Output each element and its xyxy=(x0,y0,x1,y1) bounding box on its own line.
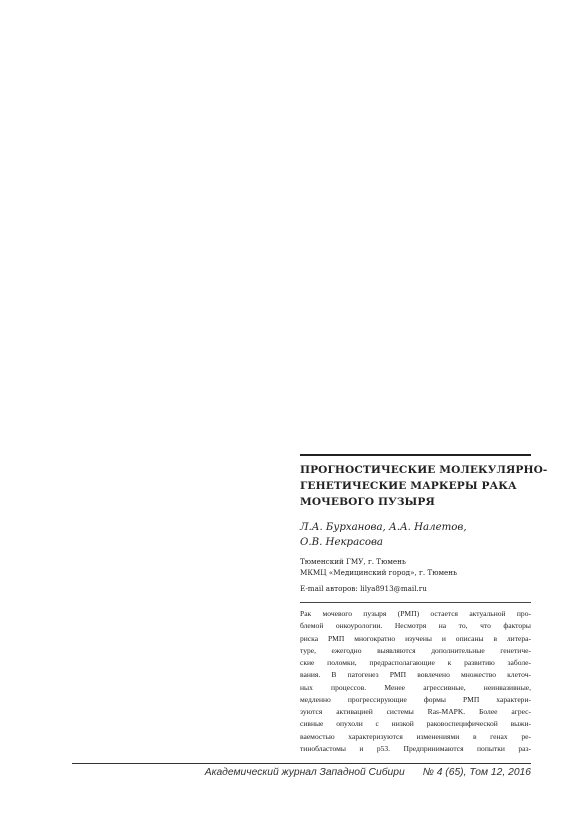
affiliation: МКМЦ «Медицинский город», г. Тюмень xyxy=(300,568,457,577)
abstract-top-rule xyxy=(300,602,531,603)
abstract-line: Рак мочевого пузыря (РМП) остается актуальной про- xyxy=(300,609,531,618)
abstract-line: вания. В патогенез РМП вовлечено множество клеточ- xyxy=(300,670,531,680)
title-line: МОЧЕВОГО ПУЗЫРЯ xyxy=(300,496,435,508)
abstract-line: ных процессов. Менее агрессивные, неинвазивные, xyxy=(300,682,531,692)
footer-rule xyxy=(72,763,531,764)
title-top-rule xyxy=(300,454,531,456)
affiliation: Тюменский ГМУ, г. Тюмень xyxy=(300,557,406,566)
abstract-line: медленно прогрессирующие формы РМП характери- xyxy=(300,694,531,704)
authors xyxy=(300,520,531,550)
article-title xyxy=(300,462,548,510)
authors-line: О.В. Некрасова xyxy=(300,537,383,548)
abstract-line: зуются активацией системы Ras-MAPK. Более агрес- xyxy=(300,707,531,716)
abstract-line: туре, ежегодно выявляются дополнительные генетиче- xyxy=(300,645,531,655)
abstract-line: риска РМП многократно изучены и описаны в литера- xyxy=(300,633,531,643)
abstract-line: блемой онкоурологии. Несмотря на то, что факторы xyxy=(300,621,531,631)
title-line: ГЕНЕТИЧЕСКИЕ МАРКЕРЫ РАКА xyxy=(300,480,517,492)
issue-info: № 4 (65), Том 12, 2016 xyxy=(422,767,531,778)
authors-line: Л.А. Бурханова, А.А. Налетов, xyxy=(300,522,467,533)
author-email: E-mail авторов: lilya8913@mail.ru xyxy=(300,584,427,593)
abstract xyxy=(300,608,531,755)
abstract-line: тинобластомы и p53. Предпринимаются попытки раз- xyxy=(300,743,531,753)
abstract-line: сивные опухоли с низкой раковоспецифической выжи- xyxy=(300,719,531,729)
page-footer xyxy=(72,767,531,778)
title-line: ПРОГНОСТИЧЕСКИЕ МОЛЕКУЛЯРНО- xyxy=(300,464,548,476)
abstract-line: ские поломки, предрасполагающие к развитию заболе- xyxy=(300,658,531,667)
abstract-line: ваемостью характеризуются изменениями в генах ре- xyxy=(300,731,531,741)
journal-name: Академический журнал Западной Сибири xyxy=(204,767,405,778)
affiliations xyxy=(300,556,531,578)
